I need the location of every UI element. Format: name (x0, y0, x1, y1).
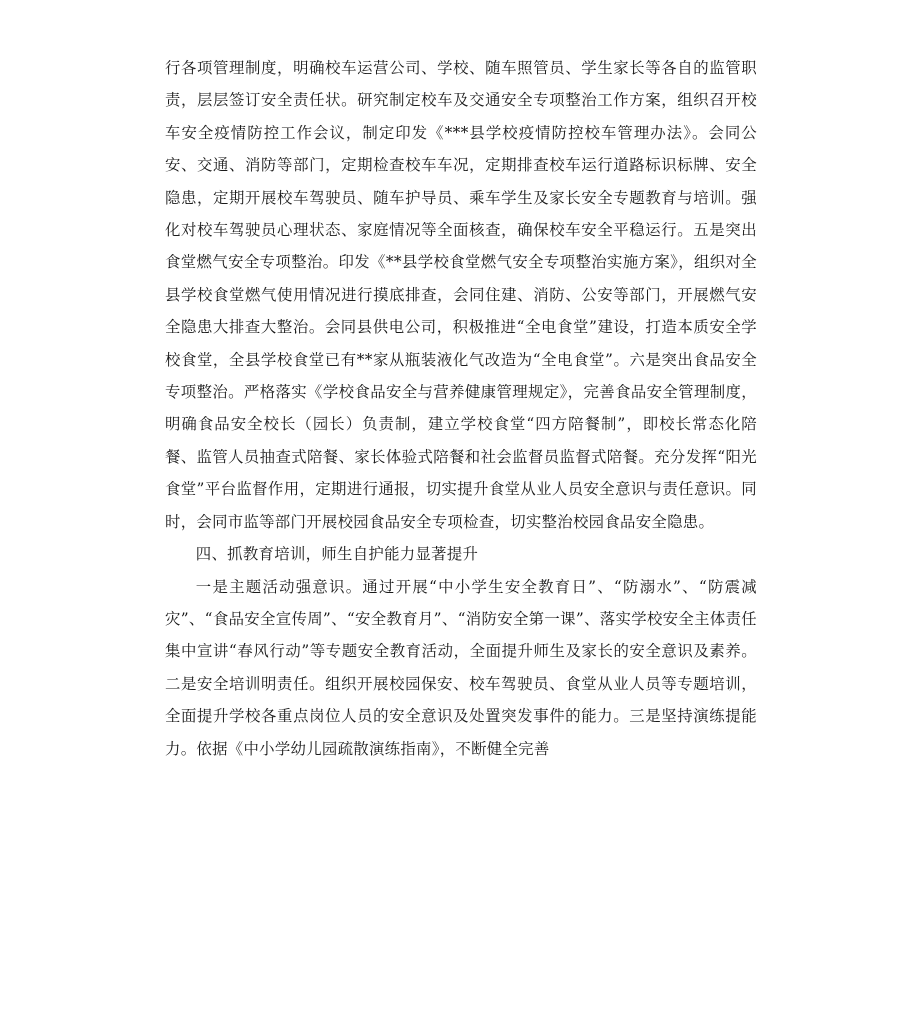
body-paragraph: 一是主题活动强意识。通过开展“中小学生安全教育日”、“防溺水”、“防震减灾”、“食品安全宣传周”、“安全教育月”、“消防安全第一课”、落实学校安全主体责任集中宣讲“春风行动”等专题安全教育活动，全面提升师生及家长的安全意识及素养。二是安全培训明责任。组织开展校园保安、校车驾驶员、食堂从业人员等专题培训，全面提升学校各重点岗位人员的安全意识及处置突发事件的能力。三是坚持演练提能力。依据《中小学幼儿园疏散演练指南》，不断健全完善 (165, 577, 757, 758)
document-body (165, 52, 757, 765)
body-paragraph: 行各项管理制度，明确校车运营公司、学校、随车照管员、学生家长等各自的监管职责，层层签订安全责任状。研究制定校车及交通安全专项整治工作方案，组织召开校车安全疫情防控工作会议，制定印发《***县学校疫情防控校车管理办法》。会同公安、交通、消防等部门，定期检查校车车况，定期排查校车运行道路标识标牌、安全隐患，定期开展校车驾驶员、随车护导员、乘车学生及家长安全专题教育与培训。强化对校车驾驶员心理状态、家庭情况等全面核查，确保校车安全平稳运行。五是突出食堂燃气安全专项整治。印发《**县学校食堂燃气安全专项整治实施方案》，组织对全县学校食堂燃气使用情况进行摸底排查，会同住建、消防、公安等部门，开展燃气安全隐患大排查大整治。会同县供电公司，积极推进“全电食堂”建设，打造本质安全学校食堂，全县学校食堂已有**家从瓶装液化气改造为“全电食堂”。六是突出食品安全专项整治。严格落实《学校食品安全与营养健康管理规定》，完善食品安全管理制度，明确食品安全校长（园长）负责制，建立学校食堂“四方陪餐制”，即校长常态化陪餐、监管人员抽查式陪餐、家长体验式陪餐和社会监督员监督式陪餐。充分发挥“阳光食堂”平台监督作用，定期进行通报，切实提升食堂从业人员安全意识与责任意识。同时，会同市监等部门开展校园食品安全专项检查，切实整治校园食品安全隐患。 (165, 59, 757, 531)
section-heading: 四、抓教育培训，师生自护能力显著提升 (195, 545, 479, 564)
